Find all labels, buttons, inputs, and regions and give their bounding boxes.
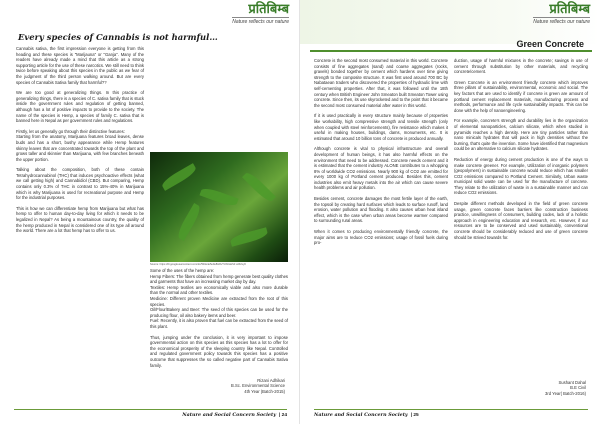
logo: प्रतिबिम्ब (248, 2, 289, 17)
paragraph: This is how we can differentiate hemp from Marijuana but what has hemp to offer to human day-to-day living for which it needs to be legalized in Nepal? As being a mountainous country, the quality of the hemp produced in Nepal is considered one of its type all around the world. There are a lot that hemp has to offer to us. (16, 205, 144, 234)
paragraph: Hemp Fibers: The fibers obtained from hemp generate best quality clothes and garments that have an increasing market day by day. (150, 273, 288, 285)
left-footer (14, 409, 287, 418)
article-title: Green Concrete (516, 39, 584, 49)
paragraph: If it is used practically in every structure mainly because of properties like workability, high compressive strength and tensile strength (only when coupled with steel reinforcements), fire resistance which makes it useful in making houses, buildings, dams, monuments, etc. It is estimated that around 10 billion tons of concrete is produced annually. (314, 113, 448, 141)
publisher-name: Nature and Social Concern Society (182, 412, 276, 418)
author-year: 4th Year (Batch-2015) (244, 388, 285, 394)
paragraph: Firstly, let us generally go through their distinctive features: (16, 128, 125, 134)
tagline: Nature reflects our nature (232, 19, 289, 25)
author-program: B.Sc. Environmental Science (231, 383, 285, 389)
right-header (533, 3, 590, 25)
paragraph: duction, usage of harmful mixtures in the concrete; savings in use of cement through substitution by other materials, and recycling concrete/cement. (454, 58, 588, 75)
paragraph: Although concrete is vital to physical infrastructure and overall development of human beings, it has also harmful effects on the environment that need to be addressed. Concrete needs cement and it is estimated that the cement industry ALONE contributes to a whopping 8% of worldwide CO2 emissions. Nearly 900 kg of CO2 are emitted for every 1000 kg of Portland cement produced. Besides this, cement industries also emit heavy metals into the air which can cause severe health problems and air pollution. (314, 146, 448, 191)
right-column-1 (314, 58, 448, 251)
leaf-shape (160, 163, 198, 191)
paragraph: Thus, jumping under the conclusion, it is very important to impose governmental action on this species as this species has a lot to offer for the economical prosperity of the sleeping country like Nepal. Controlled and regulated government policy towards this species has a positive outcome that suppresses the so called negative part of Cannabis Sativa family. (150, 334, 288, 368)
paragraph: Talking about the composition, both of these contain Tetrahydrocannabinol (THC) that induces psychoactive effects (what we call getting high) and Cannabidiol (CBD). But comparing, Hemp contains only 0.3% of THC in contrast to 15%-40% in Marijuana which is why Marijuana is used for recreational purpose and Hemp for the industrial purposes. (16, 167, 144, 201)
author-program: B.E Civil (570, 385, 586, 391)
paragraph: Despite different methods developed in the field of green concrete usage, green concrete faces barriers like construction business practice, unwillingness of consumers, building codes, lack of a holistic approach in engineering education and research, etc. However, if our resources are to be conserved and used sustainably, conventional concrete should be considerably reduced and use of green concrete should be strived towards for. (454, 201, 588, 240)
paragraph: Green Concrete is an environment friendly concrete which improves three pillars of sustainability, environmental, economic and social. The key factors that are used to identify if concrete is green are amount of portland cement replacement materials, manufacturing process and methods, performance and life cycle sustainability impacts. This can be done with the help of nanoengineering. (454, 79, 588, 113)
left-column-2 (150, 268, 288, 373)
logo: प्रतिबिम्ब (549, 2, 590, 17)
tagline: Nature reflects our nature (533, 19, 590, 25)
paragraph: Medicine: Different proven Medicine are extracted from the root of this species. (150, 295, 288, 307)
paragraph: Textiles: Hemp textiles are economically viable and also more durable than the normal and other textiles. (150, 284, 288, 296)
hemp-photo (150, 152, 288, 262)
right-page (300, 0, 600, 424)
leaf-shape (229, 227, 268, 246)
paragraph: We are too good at generalizing things. In this practice of generalizing things, there is a species of C. sativa family that is stuck inside the government rules and regulation of getting banned, although has a lot of positive impacts to provide to the society. The name of the species is Hemp, a species of family C. sativa that is banned here in Nepal as per government rules and regulations. (16, 90, 144, 124)
paragraph: Fuel: Recently, it is also proven that fuel can be extracted from the seed of this plant. (150, 318, 288, 329)
leaf-shape (199, 186, 238, 208)
paragraph: Oil/Flour/Bakery and Beer: The seed of this species can be used for the producing flour, oil also bakery items and beer. (150, 307, 288, 318)
paragraph: For example, concrete's strength and durability lies in the organization of elemental nanoparticles, calcium silicate, which when studied in pyramids reaches a high density. Here are tiny particles rather than nano minicals hydrates that will pack in high densities without the burning, that's quite the invention. Some have identified that magnesium could be an alternative to calcium silicate hydrates. (454, 118, 588, 152)
left-header (232, 3, 289, 25)
author-year: 3rd Year( Batch-2016) (545, 390, 586, 396)
page-number: | 24 (278, 412, 287, 418)
paragraph: Besides cement, concrete damages the most fertile layer of the earth, the topsoil by creating hard surfaces which leads to surface runoff, land erosion, water pollution and flooding. It also causes urban heat island effect, which is the case when urban areas become warmer compared to surrounding rural areas. (314, 196, 448, 224)
title-bar (310, 38, 592, 52)
left-column-1 (16, 46, 144, 239)
page-number: | 25 (410, 412, 419, 418)
right-footer (314, 409, 588, 418)
publisher-name: Nature and Social Concern Society (314, 412, 408, 418)
paragraph: When it comes to producing environmentally friendly concrete, the major aims are to reduce CO2 emissions; usage of fossil fuels during pro- (314, 229, 448, 246)
author-block (165, 378, 285, 394)
paragraph: Reduction of energy during cement production is one of the ways to make concrete greener. For example, Utilization of inorganic polymers (geopolymers) in sustainable concrete would reduce which has smaller CO2 emissions compared to Portland Cement. Similarly, Urban waste municipal solid waste can be used for the manufacture of concrete. They relate to the utilization of waste in a sustainable manner and can reduce CO2 emissions. (454, 156, 588, 196)
author-name: Rizani Adhikari (257, 378, 285, 383)
article-title: Every species of Cannabis is not harmful… (18, 32, 218, 42)
paragraph: Cannabis sativa, the first impression everyone is getting from this heading and these species is "Marijauna" or "Ganja". Many of the readers have already made a mind that this article as a strong supporting article for the use of these narcotics. We still need to think twice before speaking about this species in the public as we fear of the judgment of the third person walking around. But are every species of Cannabis Sativa family that harmful?? (16, 46, 144, 85)
paragraph: Starting from the anatomy, Marijuana features broad leaves, dense buds and has a short, bushy appearance while Hemp features skinny leaves that are concentrated towards the top of the plant and grows taller and skinnier than Marijuana, with few branches beneath the upper portion. (16, 134, 144, 162)
right-column-2 (454, 58, 588, 245)
leaf-shape (175, 203, 203, 241)
leaf-shape (242, 170, 276, 204)
photo-caption: Source: https://i0.googleusercontent.com/2c/5b0e4e5e0e8HRvTUNzoHS3 w0Ulvy0 (150, 263, 246, 266)
author-block (466, 380, 586, 396)
paragraph: Some of the uses of the hemp are: (150, 268, 215, 273)
paragraph: Concrete is the second most consumed material in this world. Concrete consists of fine aggregates (sand) and coarse aggregates (rocks, gravels) bonded together by cement which hardens over time giving strength to the composite structure. It was first used around 700 BC by Nabataean traders who discovered the properties of hydraulic lime with self-cementing properties. After that, it was followed until the 18th century when British Engineer John Smeaton built Smeaton Tower using concrete. Since then, its use skyrocketed and to the point that it became the second most consumed material after water in this world. (314, 58, 448, 108)
author-name: Sushant Dahal (558, 380, 586, 385)
